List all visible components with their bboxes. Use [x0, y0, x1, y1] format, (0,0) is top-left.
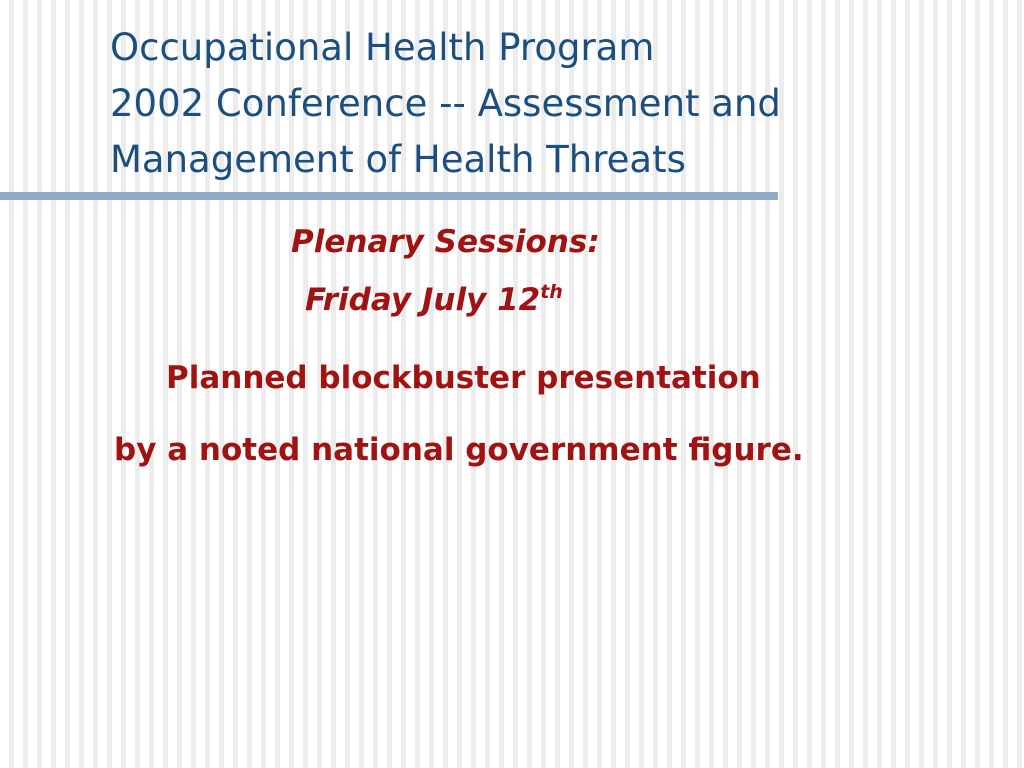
session-date-text: Friday July 12: [305, 282, 541, 318]
session-date: [305, 280, 563, 320]
session-date-ordinal: th: [540, 281, 563, 303]
title-line-3: Management of Health Threats: [110, 138, 686, 181]
slide-title: [110, 20, 990, 188]
body-line-1: Planned blockbuster presentation: [166, 360, 761, 396]
body-line-2: by a noted national government figure.: [114, 432, 804, 468]
title-divider: [0, 192, 778, 200]
title-line-2: 2002 Conference -- Assessment and: [110, 82, 781, 125]
session-heading: Plenary Sessions:: [291, 224, 600, 260]
title-line-1: Occupational Health Program: [110, 26, 655, 69]
